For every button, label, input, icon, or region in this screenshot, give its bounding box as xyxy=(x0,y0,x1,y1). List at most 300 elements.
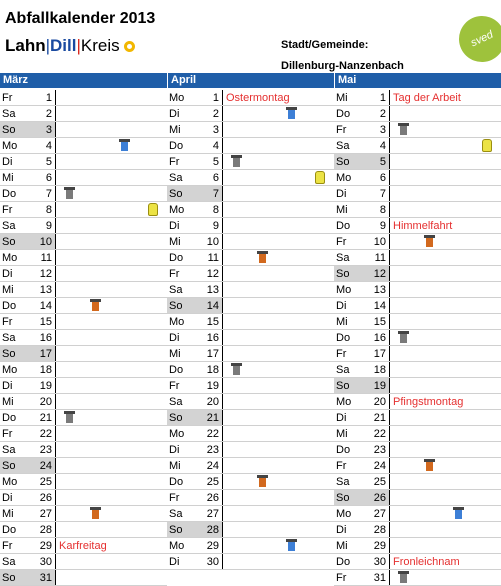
day-number: 29 xyxy=(206,540,219,552)
day-row xyxy=(167,346,334,362)
logo-dill: Dill xyxy=(50,36,77,55)
day-row xyxy=(0,506,167,522)
day-number: 4 xyxy=(379,140,386,152)
weekday: Do xyxy=(336,332,351,344)
day-row xyxy=(334,282,501,298)
weekday: Sa xyxy=(2,556,16,568)
day-number: 30 xyxy=(39,556,52,568)
day-label-cell xyxy=(0,378,56,393)
weekday: Sa xyxy=(336,476,350,488)
day-label-cell xyxy=(167,218,223,233)
weekday: Do xyxy=(169,476,184,488)
day-number: 11 xyxy=(207,252,219,264)
weekday: Do xyxy=(336,444,351,456)
day-label-cell xyxy=(0,202,56,217)
day-label-cell xyxy=(0,570,56,585)
weekday: Fr xyxy=(2,428,13,440)
day-number: 5 xyxy=(45,156,52,168)
day-number: 14 xyxy=(373,300,386,312)
day-row xyxy=(334,106,501,122)
weekday: Mo xyxy=(169,204,185,216)
day-number: 18 xyxy=(206,364,219,376)
day-row xyxy=(0,538,167,554)
bin-body xyxy=(400,574,407,583)
weekday: So xyxy=(2,572,16,584)
day-number: 30 xyxy=(373,556,386,568)
day-row xyxy=(334,330,501,346)
day-row xyxy=(334,138,501,154)
day-number: 28 xyxy=(39,524,52,536)
day-number: 15 xyxy=(206,316,219,328)
day-row xyxy=(0,298,167,314)
day-number: 14 xyxy=(39,300,52,312)
day-label-cell xyxy=(334,314,390,329)
brown-bin-icon xyxy=(258,475,267,487)
bin-body xyxy=(66,414,73,423)
day-row xyxy=(167,426,334,442)
day-row xyxy=(0,330,167,346)
day-row xyxy=(167,378,334,394)
day-label-cell xyxy=(334,170,390,185)
day-number: 13 xyxy=(206,284,219,296)
day-label-cell xyxy=(334,346,390,361)
brown-bin-icon xyxy=(425,235,434,247)
day-row xyxy=(0,90,167,106)
day-number: 25 xyxy=(39,476,52,488)
weekday: Di xyxy=(2,492,13,504)
day-label-cell xyxy=(167,106,223,121)
month-header-bar xyxy=(0,73,501,88)
day-label-cell xyxy=(0,538,56,553)
weekday: Fr xyxy=(2,316,13,328)
day-label-cell xyxy=(0,154,56,169)
gray-bin-icon xyxy=(65,411,74,423)
brown-bin-icon xyxy=(91,507,100,519)
day-label-cell xyxy=(0,282,56,297)
day-number: 20 xyxy=(39,396,52,408)
day-number: 26 xyxy=(39,492,52,504)
day-row xyxy=(0,218,167,234)
day-row xyxy=(0,186,167,202)
day-number: 19 xyxy=(373,380,386,392)
day-row xyxy=(167,122,334,138)
bin-body xyxy=(92,302,99,311)
weekday: Sa xyxy=(169,172,183,184)
day-label-cell xyxy=(334,266,390,281)
day-row xyxy=(334,122,501,138)
brown-bin-icon xyxy=(91,299,100,311)
weekday: So xyxy=(336,380,350,392)
day-number: 3 xyxy=(45,124,52,136)
day-number: 24 xyxy=(206,460,219,472)
day-label-cell xyxy=(334,250,390,265)
day-row xyxy=(0,138,167,154)
day-label-cell xyxy=(0,218,56,233)
day-row xyxy=(334,458,501,474)
day-row xyxy=(167,458,334,474)
day-row xyxy=(167,538,334,554)
bin-body xyxy=(426,462,433,471)
weekday: Mi xyxy=(2,284,14,296)
day-label-cell xyxy=(0,250,56,265)
weekday: So xyxy=(336,492,350,504)
day-row xyxy=(0,202,167,218)
day-number: 16 xyxy=(206,332,219,344)
day-label-cell xyxy=(0,522,56,537)
yellow-bag-icon xyxy=(148,203,158,216)
day-number: 26 xyxy=(373,492,386,504)
day-row xyxy=(167,394,334,410)
day-label-cell xyxy=(167,506,223,521)
day-label-cell xyxy=(0,474,56,489)
day-row xyxy=(167,474,334,490)
logo-kreis: Kreis xyxy=(80,36,120,55)
day-number: 6 xyxy=(45,172,52,184)
day-label-cell xyxy=(0,186,56,201)
bin-body xyxy=(92,510,99,519)
weekday: Fr xyxy=(2,204,13,216)
day-label-cell xyxy=(167,154,223,169)
holiday-label: Pfingstmontag xyxy=(393,396,464,408)
day-number: 1 xyxy=(379,92,386,104)
day-row xyxy=(167,362,334,378)
weekday: Di xyxy=(336,524,347,536)
day-row xyxy=(0,442,167,458)
day-label-cell xyxy=(167,410,223,425)
day-row xyxy=(0,458,167,474)
day-label-cell xyxy=(167,186,223,201)
day-row xyxy=(0,426,167,442)
day-row xyxy=(334,298,501,314)
day-number: 9 xyxy=(379,220,386,232)
day-label-cell xyxy=(167,474,223,489)
day-number: 12 xyxy=(373,268,386,280)
bin-body xyxy=(121,142,128,151)
weekday: Mo xyxy=(2,252,18,264)
day-number: 19 xyxy=(206,380,219,392)
weekday: Do xyxy=(2,524,17,536)
weekday: Fr xyxy=(169,492,180,504)
day-label-cell xyxy=(334,570,390,585)
day-label-cell xyxy=(0,346,56,361)
weekday: Mi xyxy=(169,348,181,360)
day-label-cell xyxy=(334,538,390,553)
day-label-cell xyxy=(0,410,56,425)
day-row xyxy=(167,234,334,250)
day-row xyxy=(0,314,167,330)
day-row xyxy=(167,106,334,122)
day-label-cell xyxy=(167,362,223,377)
holiday-label: Fronleichnam xyxy=(393,556,460,568)
day-row xyxy=(334,490,501,506)
day-label-cell xyxy=(334,154,390,169)
month-header: April xyxy=(167,73,334,88)
day-row xyxy=(0,266,167,282)
day-row xyxy=(334,154,501,170)
day-number: 13 xyxy=(373,284,386,296)
yellow-bag-icon xyxy=(482,139,492,152)
day-row xyxy=(167,250,334,266)
day-label-cell xyxy=(0,106,56,121)
weekday: So xyxy=(2,348,16,360)
weekday: Sa xyxy=(336,364,350,376)
blue-bin-icon xyxy=(454,507,463,519)
day-number: 22 xyxy=(206,428,219,440)
day-number: 13 xyxy=(39,284,52,296)
day-label-cell xyxy=(167,298,223,313)
weekday: So xyxy=(169,412,183,424)
day-label-cell xyxy=(0,426,56,441)
day-row xyxy=(167,410,334,426)
day-row xyxy=(0,346,167,362)
day-number: 31 xyxy=(373,572,386,584)
day-number: 5 xyxy=(379,156,386,168)
day-row xyxy=(167,282,334,298)
day-label-cell xyxy=(167,346,223,361)
day-row xyxy=(334,250,501,266)
weekday: So xyxy=(169,300,183,312)
weekday: Mi xyxy=(336,428,348,440)
day-number: 3 xyxy=(212,124,219,136)
day-number: 2 xyxy=(45,108,52,120)
day-number: 21 xyxy=(39,412,52,424)
weekday: Fr xyxy=(2,540,13,552)
weekday: Sa xyxy=(336,140,350,152)
weekday: Sa xyxy=(2,444,16,456)
day-label-cell xyxy=(334,362,390,377)
day-number: 10 xyxy=(39,236,52,248)
weekday: Do xyxy=(2,188,17,200)
day-label-cell xyxy=(167,426,223,441)
weekday: So xyxy=(2,460,16,472)
district-logo xyxy=(5,36,135,56)
day-number: 15 xyxy=(373,316,386,328)
day-row xyxy=(0,490,167,506)
day-label-cell xyxy=(0,138,56,153)
weekday: Mo xyxy=(169,92,185,104)
day-label-cell xyxy=(167,282,223,297)
day-number: 9 xyxy=(45,220,52,232)
day-label-cell xyxy=(334,186,390,201)
weekday: Mo xyxy=(336,284,352,296)
day-label-cell xyxy=(167,442,223,457)
day-row xyxy=(0,250,167,266)
day-row xyxy=(0,394,167,410)
day-number: 22 xyxy=(373,428,386,440)
day-row xyxy=(0,474,167,490)
day-number: 27 xyxy=(373,508,386,520)
weekday: Fr xyxy=(169,268,180,280)
day-label-cell xyxy=(167,250,223,265)
day-number: 26 xyxy=(206,492,219,504)
day-number: 2 xyxy=(212,108,219,120)
day-number: 28 xyxy=(373,524,386,536)
day-label-cell xyxy=(334,330,390,345)
day-number: 12 xyxy=(206,268,219,280)
day-label-cell xyxy=(334,282,390,297)
weekday: Do xyxy=(336,108,351,120)
day-row xyxy=(334,426,501,442)
day-row xyxy=(334,442,501,458)
day-row xyxy=(334,346,501,362)
day-number: 27 xyxy=(39,508,52,520)
day-number: 16 xyxy=(39,332,52,344)
weekday: Fr xyxy=(169,156,180,168)
weekday: Di xyxy=(2,156,13,168)
weekday: Sa xyxy=(2,220,16,232)
weekday: Di xyxy=(2,268,13,280)
location-label: Stadt/Gemeinde: xyxy=(281,39,369,51)
day-number: 25 xyxy=(373,476,386,488)
day-number: 23 xyxy=(373,444,386,456)
bin-body xyxy=(66,190,73,199)
bin-body xyxy=(259,478,266,487)
weekday: Di xyxy=(169,444,180,456)
weekday: Mi xyxy=(169,124,181,136)
logo-divider: | xyxy=(45,36,51,55)
day-label-cell xyxy=(0,506,56,521)
day-label-cell xyxy=(334,90,390,105)
page-title: Abfallkalender 2013 xyxy=(5,10,156,27)
day-number: 11 xyxy=(40,252,52,264)
bin-body xyxy=(400,334,407,343)
day-label-cell xyxy=(0,170,56,185)
bin-body xyxy=(233,366,240,375)
day-label-cell xyxy=(334,442,390,457)
weekday: Sa xyxy=(169,508,183,520)
day-number: 23 xyxy=(206,444,219,456)
day-row xyxy=(334,410,501,426)
weekday: Do xyxy=(2,300,17,312)
day-row xyxy=(167,506,334,522)
gray-bin-icon xyxy=(399,571,408,583)
day-label-cell xyxy=(0,234,56,249)
location-value: Dillenburg-Nanzenbach xyxy=(281,60,404,72)
weekday: Sa xyxy=(169,284,183,296)
weekday: Di xyxy=(169,108,180,120)
day-row xyxy=(167,522,334,538)
day-label-cell xyxy=(0,362,56,377)
day-row xyxy=(0,154,167,170)
day-label-cell xyxy=(0,330,56,345)
day-row xyxy=(334,394,501,410)
weekday: Di xyxy=(336,188,347,200)
day-label-cell xyxy=(0,490,56,505)
day-label-cell xyxy=(167,378,223,393)
day-row xyxy=(334,266,501,282)
day-number: 10 xyxy=(206,236,219,248)
day-row xyxy=(334,186,501,202)
day-row xyxy=(0,522,167,538)
month-header: Mai xyxy=(334,73,501,88)
weekday: Mo xyxy=(169,428,185,440)
day-label-cell xyxy=(0,266,56,281)
day-label-cell xyxy=(167,170,223,185)
day-number: 24 xyxy=(39,460,52,472)
weekday: Do xyxy=(336,220,351,232)
gray-bin-icon xyxy=(399,331,408,343)
month-header: März xyxy=(3,74,29,86)
weekday: Fr xyxy=(336,124,347,136)
day-number: 4 xyxy=(45,140,52,152)
day-label-cell xyxy=(0,458,56,473)
day-label-cell xyxy=(167,314,223,329)
day-row xyxy=(167,490,334,506)
day-label-cell xyxy=(334,218,390,233)
logo-ring-icon xyxy=(124,41,135,52)
gray-bin-icon xyxy=(65,187,74,199)
day-row xyxy=(334,474,501,490)
day-row xyxy=(334,570,501,586)
day-row xyxy=(167,314,334,330)
weekday: Sa xyxy=(2,108,16,120)
weekday: Fr xyxy=(336,236,347,248)
weekday: Mo xyxy=(169,540,185,552)
day-label-cell xyxy=(167,538,223,553)
day-number: 15 xyxy=(39,316,52,328)
day-label-cell xyxy=(334,410,390,425)
weekday: Mo xyxy=(2,364,18,376)
weekday: Mi xyxy=(2,508,14,520)
day-number: 6 xyxy=(212,172,219,184)
holiday-label: Tag der Arbeit xyxy=(393,92,461,104)
day-row xyxy=(334,378,501,394)
day-number: 6 xyxy=(379,172,386,184)
day-row xyxy=(0,106,167,122)
day-row xyxy=(167,554,334,570)
day-label-cell xyxy=(167,122,223,137)
day-number: 5 xyxy=(212,156,219,168)
bin-body xyxy=(288,110,295,119)
day-label-cell xyxy=(167,234,223,249)
brown-bin-icon xyxy=(425,459,434,471)
weekday: Di xyxy=(169,332,180,344)
day-number: 16 xyxy=(373,332,386,344)
weekday: Mo xyxy=(336,508,352,520)
day-number: 14 xyxy=(206,300,219,312)
day-row xyxy=(167,186,334,202)
day-number: 10 xyxy=(373,236,386,248)
day-label-cell xyxy=(167,266,223,281)
day-row xyxy=(0,170,167,186)
day-label-cell xyxy=(334,138,390,153)
weekday: Mi xyxy=(2,396,14,408)
weekday: Fr xyxy=(336,348,347,360)
day-label-cell xyxy=(334,234,390,249)
day-number: 31 xyxy=(39,572,52,584)
bin-body xyxy=(288,542,295,551)
day-number: 7 xyxy=(45,188,52,200)
weekday: Di xyxy=(2,380,13,392)
weekday: Mo xyxy=(169,316,185,328)
bin-body xyxy=(400,126,407,135)
weekday: Sa xyxy=(336,252,350,264)
weekday: Mo xyxy=(2,476,18,488)
day-number: 29 xyxy=(373,540,386,552)
day-number: 30 xyxy=(206,556,219,568)
day-label-cell xyxy=(334,394,390,409)
day-label-cell xyxy=(334,474,390,489)
day-number: 12 xyxy=(39,268,52,280)
day-row xyxy=(334,522,501,538)
day-label-cell xyxy=(334,506,390,521)
day-label-cell xyxy=(167,330,223,345)
weekday: Do xyxy=(169,140,184,152)
weekday: Do xyxy=(169,364,184,376)
day-label-cell xyxy=(167,202,223,217)
day-number: 8 xyxy=(379,204,386,216)
logo-divider: | xyxy=(76,36,81,55)
